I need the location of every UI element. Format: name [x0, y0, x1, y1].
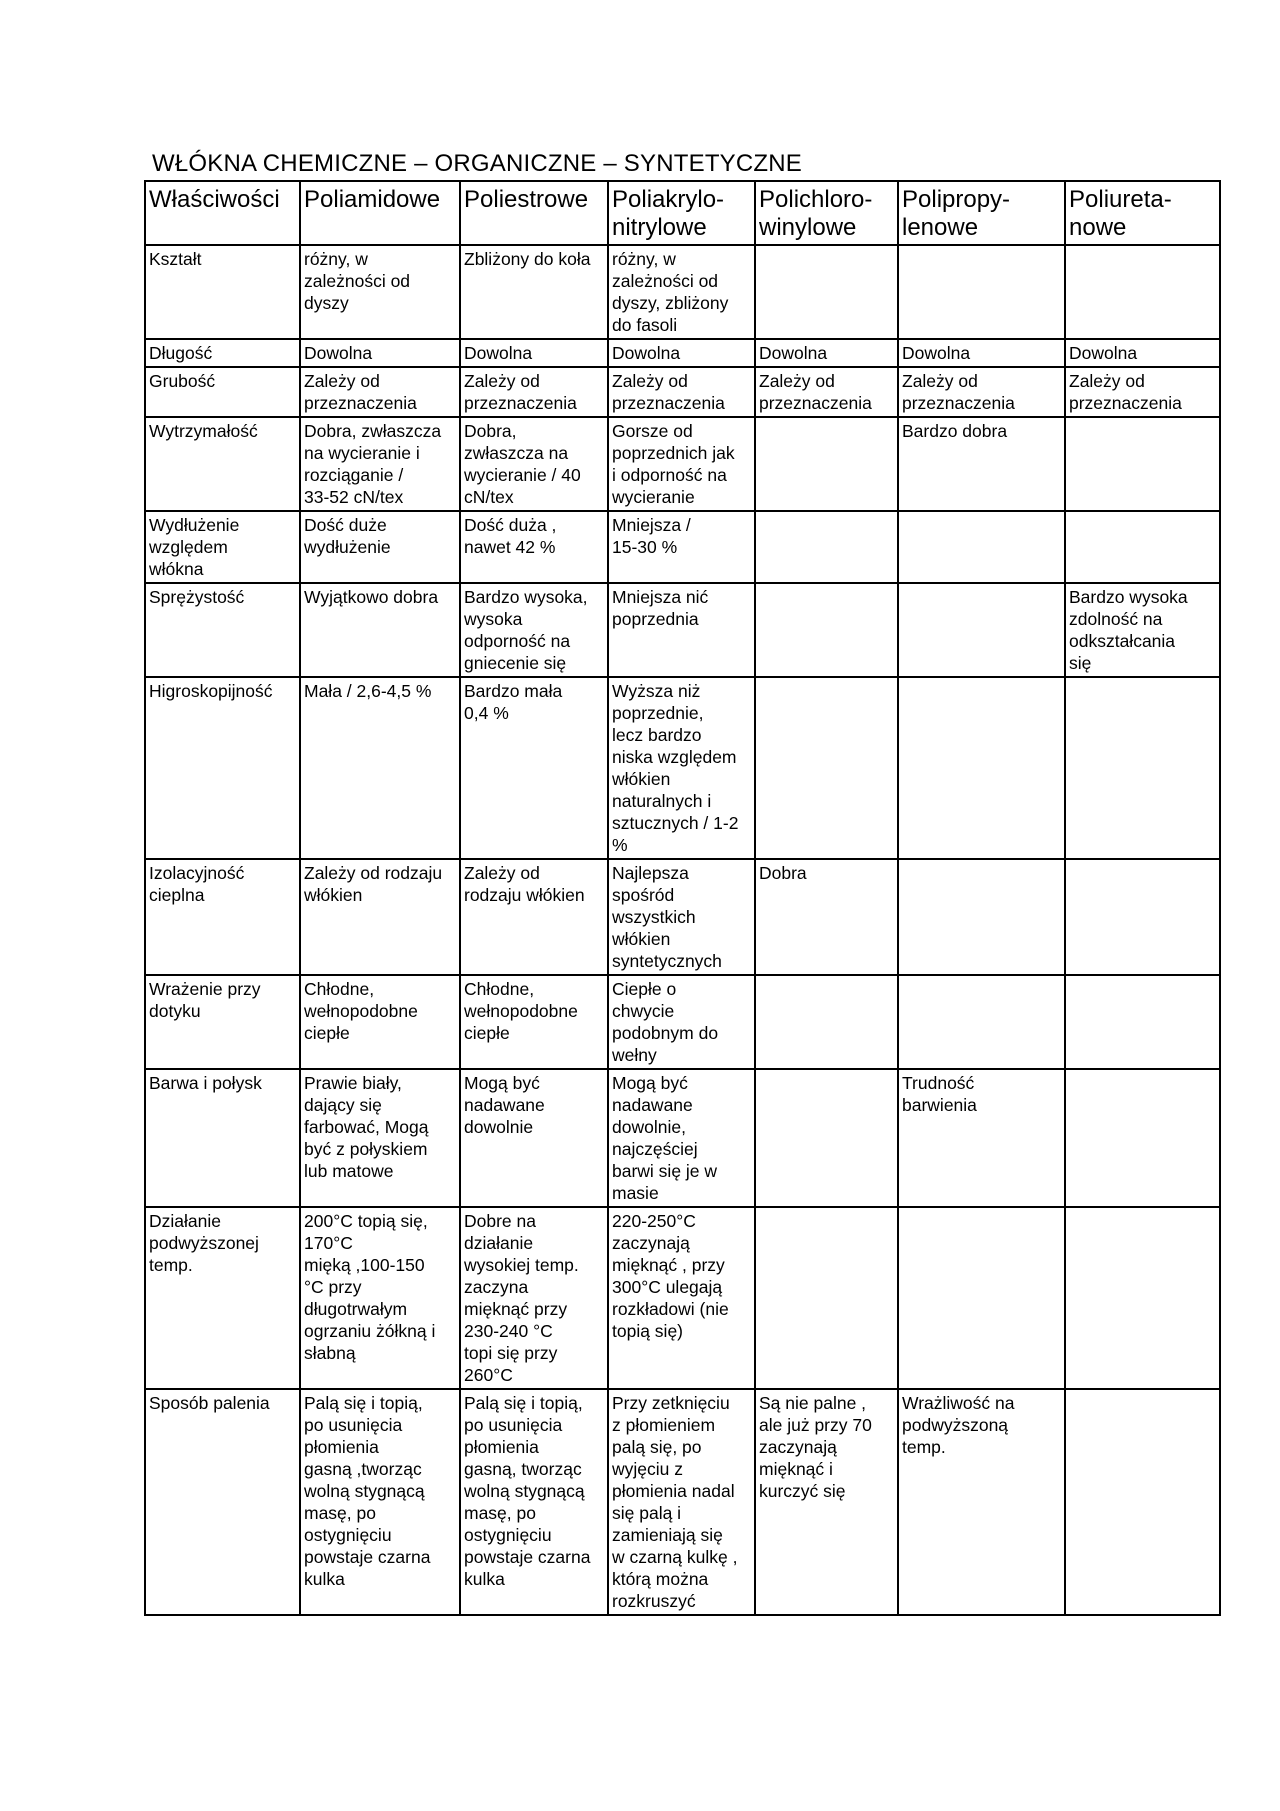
cell-text: Zbliżony do koła	[464, 249, 591, 269]
cell-text: Ciepłe o chwycie podobnym do wełny	[612, 979, 719, 1065]
table-cell-polypropylene	[898, 859, 1065, 975]
table-cell-polyurethane	[1065, 367, 1220, 417]
table-cell-polyester	[460, 859, 608, 975]
table-header-row	[145, 181, 1220, 245]
cell-text: Długość	[149, 343, 213, 363]
table-cell-polyurethane	[1065, 511, 1220, 583]
cell-text: Wyższa niż poprzednie, lecz bardzo niska względem włókien naturalnych i sztucznych / 1-2 %	[612, 681, 739, 855]
cell-text: Trudność barwienia	[902, 1073, 977, 1115]
table-cell-polyurethane	[1065, 1389, 1220, 1615]
table-cell-polyacrylonitrile	[608, 511, 755, 583]
table-cell-polyurethane	[1065, 677, 1220, 859]
cell-text: Zależy od przeznaczenia	[464, 371, 577, 413]
table-cell-polyurethane	[1065, 1207, 1220, 1389]
table-cell-property	[145, 1207, 300, 1389]
header-cell-polyvinyl-chloride: Polichloro- winylowe	[755, 181, 898, 245]
cell-text: Dowolna	[1069, 343, 1138, 363]
table-cell-polyvinyl-chloride	[755, 511, 898, 583]
cell-text: Dowolna	[464, 343, 533, 363]
cell-text: Higroskopijność	[149, 681, 273, 701]
table-cell-property	[145, 417, 300, 511]
cell-text: Chłodne, wełnopodobne ciepłe	[464, 979, 578, 1043]
document-title: WŁÓKNA CHEMICZNE – ORGANICZNE – SYNTETYCZNE	[152, 150, 803, 177]
table-cell-polypropylene	[898, 975, 1065, 1069]
table-cell-polyester	[460, 975, 608, 1069]
cell-text: Bardzo mała 0,4 %	[464, 681, 563, 723]
cell-text: Sposób palenia	[149, 1393, 270, 1413]
table-cell-polyurethane	[1065, 1069, 1220, 1207]
table-cell-polyurethane	[1065, 339, 1220, 367]
table-row	[145, 367, 1220, 417]
table-cell-polyamide	[300, 339, 460, 367]
table-cell-polyvinyl-chloride	[755, 417, 898, 511]
header-cell-polyamide: Poliamidowe	[300, 181, 460, 245]
cell-text: Dobra, zwłaszcza na wycieranie / 40 cN/tex	[464, 421, 581, 507]
table-cell-polypropylene	[898, 1069, 1065, 1207]
table-row	[145, 677, 1220, 859]
table-cell-polyester	[460, 1389, 608, 1615]
table-cell-polyurethane	[1065, 245, 1220, 339]
table-cell-polyacrylonitrile	[608, 245, 755, 339]
table-cell-polyvinyl-chloride	[755, 1069, 898, 1207]
cell-text: Dowolna	[304, 343, 373, 363]
header-cell-properties: Właściwości	[145, 181, 300, 245]
table-cell-polyurethane	[1065, 859, 1220, 975]
table-cell-polyacrylonitrile	[608, 677, 755, 859]
table-cell-property	[145, 1389, 300, 1615]
table-cell-polyacrylonitrile	[608, 417, 755, 511]
table-cell-polyurethane	[1065, 583, 1220, 677]
cell-text: Dowolna	[612, 343, 681, 363]
table-cell-polyurethane	[1065, 417, 1220, 511]
table-cell-property	[145, 339, 300, 367]
cell-text: Mogą być nadawane dowolnie, najczęściej barwi się je w masie	[612, 1073, 718, 1203]
table-cell-polyacrylonitrile	[608, 583, 755, 677]
cell-text: Bardzo dobra	[902, 421, 1008, 441]
cell-text: Przy zetknięciu z płomieniem palą się, po wyjęciu z płomienia nadal się palą i zamieniają się w czarną kulkę , którą można rozkruszyć	[612, 1393, 738, 1611]
cell-text: Sprężystość	[149, 587, 245, 607]
table-cell-polyvinyl-chloride	[755, 1207, 898, 1389]
cell-text: Dowolna	[759, 343, 828, 363]
table-cell-polyacrylonitrile	[608, 859, 755, 975]
header-cell-polyacrylonitrile: Poliakrylo- nitrylowe	[608, 181, 755, 245]
table-cell-polyester	[460, 417, 608, 511]
table-cell-polyester	[460, 677, 608, 859]
table-cell-polypropylene	[898, 339, 1065, 367]
table-row	[145, 511, 1220, 583]
header-cell-polypropylene: Polipropy- lenowe	[898, 181, 1065, 245]
cell-text: Izolacyjność cieplna	[149, 863, 245, 905]
cell-text: Wrażliwość na podwyższoną temp.	[902, 1393, 1015, 1457]
table-row	[145, 859, 1220, 975]
cell-text: Grubość	[149, 371, 216, 391]
table-cell-polyamide	[300, 1207, 460, 1389]
table-cell-polypropylene	[898, 1207, 1065, 1389]
cell-text: Mniejsza nić poprzednia	[612, 587, 709, 629]
table-cell-polypropylene	[898, 583, 1065, 677]
table-cell-polyester	[460, 1207, 608, 1389]
table-cell-polypropylene	[898, 511, 1065, 583]
table-cell-polyacrylonitrile	[608, 1207, 755, 1389]
table-cell-polyacrylonitrile	[608, 339, 755, 367]
cell-text: Zależy od rodzaju włókien	[464, 863, 585, 905]
cell-text: Bardzo wysoka, wysoka odporność na gniecenie się	[464, 587, 588, 673]
table-cell-polyamide	[300, 245, 460, 339]
table-cell-property	[145, 859, 300, 975]
table-cell-property	[145, 583, 300, 677]
table-row	[145, 975, 1220, 1069]
table-cell-polyvinyl-chloride	[755, 339, 898, 367]
table-cell-polyurethane	[1065, 975, 1220, 1069]
table-row	[145, 339, 1220, 367]
cell-text: różny, w zależności od dyszy	[304, 249, 411, 313]
table-cell-polyacrylonitrile	[608, 1389, 755, 1615]
cell-text: Zależy od przeznaczenia	[902, 371, 1015, 413]
cell-text: Wydłużenie względem włókna	[149, 515, 240, 579]
table-cell-polyamide	[300, 511, 460, 583]
cell-text: Wytrzymałość	[149, 421, 258, 441]
table-cell-polypropylene	[898, 677, 1065, 859]
table-cell-polyester	[460, 583, 608, 677]
table-cell-polyvinyl-chloride	[755, 1389, 898, 1615]
cell-text: Dość duża , nawet 42 %	[464, 515, 557, 557]
fibers-properties-table	[144, 180, 1221, 1616]
table-cell-polypropylene	[898, 367, 1065, 417]
cell-text: Bardzo wysoka zdolność na odkształcania się	[1069, 587, 1188, 673]
table-body	[145, 245, 1220, 1615]
table-cell-polyester	[460, 367, 608, 417]
table-cell-polyacrylonitrile	[608, 975, 755, 1069]
table-cell-polyester	[460, 1069, 608, 1207]
table-row	[145, 1389, 1220, 1615]
table-cell-polyamide	[300, 859, 460, 975]
cell-text: Prawie biały, dający się farbować, Mogą być z połyskiem lub matowe	[304, 1073, 429, 1181]
table-cell-property	[145, 245, 300, 339]
table-cell-polyvinyl-chloride	[755, 367, 898, 417]
cell-text: Zależy od przeznaczenia	[612, 371, 725, 413]
table-cell-polyamide	[300, 975, 460, 1069]
table-cell-polyvinyl-chloride	[755, 859, 898, 975]
cell-text: Dowolna	[902, 343, 971, 363]
cell-text: Dość duże wydłużenie	[304, 515, 391, 557]
header-cell-polyurethane: Poliureta- nowe	[1065, 181, 1220, 245]
cell-text: Zależy od rodzaju włókien	[304, 863, 443, 905]
cell-text: Chłodne, wełnopodobne ciepłe	[304, 979, 418, 1043]
table-cell-polyester	[460, 339, 608, 367]
table-cell-polypropylene	[898, 417, 1065, 511]
table-cell-polyester	[460, 245, 608, 339]
table-cell-polyamide	[300, 417, 460, 511]
cell-text: różny, w zależności od dyszy, zbliżony do fasoli	[612, 249, 729, 335]
cell-text: Zależy od przeznaczenia	[1069, 371, 1182, 413]
table-cell-polyvinyl-chloride	[755, 245, 898, 339]
cell-text: Działanie podwyższonej temp.	[149, 1211, 259, 1275]
table-row	[145, 1207, 1220, 1389]
table-cell-property	[145, 1069, 300, 1207]
cell-text: 200°C topią się, 170°C mięką ,100-150 °C przy długotrwałym ogrzaniu żółkną i słabną	[304, 1211, 436, 1363]
cell-text: Zależy od przeznaczenia	[304, 371, 417, 413]
cell-text: Mała / 2,6-4,5 %	[304, 681, 432, 701]
header-cell-polyester: Poliestrowe	[460, 181, 608, 245]
cell-text: Kształt	[149, 249, 202, 269]
table-cell-polyvinyl-chloride	[755, 583, 898, 677]
table-cell-polyamide	[300, 677, 460, 859]
table-cell-polyvinyl-chloride	[755, 677, 898, 859]
cell-text: Wyjątkowo dobra	[304, 587, 439, 607]
cell-text: Mniejsza / 15-30 %	[612, 515, 691, 557]
table-row	[145, 1069, 1220, 1207]
table-cell-polyamide	[300, 367, 460, 417]
cell-text: Zależy od przeznaczenia	[759, 371, 872, 413]
cell-text: Dobre na działanie wysokiej temp. zaczyna mięknąć przy 230-240 °C topi się przy 260°C	[464, 1211, 579, 1385]
table-cell-polyamide	[300, 583, 460, 677]
cell-text: Dobra	[759, 863, 807, 883]
cell-text: Palą się i topią, po usunięcia płomienia gasną ,tworząc wolną stygnącą masę, po ostygnięciu powstaje czarna kulka	[304, 1393, 431, 1589]
table-row	[145, 417, 1220, 511]
table-cell-property	[145, 975, 300, 1069]
table-cell-property	[145, 677, 300, 859]
cell-text: Barwa i połysk	[149, 1073, 262, 1093]
table-cell-polypropylene	[898, 1389, 1065, 1615]
cell-text: Mogą być nadawane dowolnie	[464, 1073, 545, 1137]
table-cell-polyamide	[300, 1069, 460, 1207]
table-row	[145, 245, 1220, 339]
cell-text: Gorsze od poprzednich jak i odporność na wycieranie	[612, 421, 735, 507]
table-cell-polyacrylonitrile	[608, 1069, 755, 1207]
table-cell-polypropylene	[898, 245, 1065, 339]
table-cell-property	[145, 367, 300, 417]
table-cell-property	[145, 511, 300, 583]
cell-text: Najlepsza spośród wszystkich włókien syntetycznych	[612, 863, 722, 971]
cell-text: Dobra, zwłaszcza na wycieranie i rozciąganie / 33-52 cN/tex	[304, 421, 442, 507]
cell-text: Są nie palne , ale już przy 70 zaczynają mięknąć i kurczyć się	[759, 1393, 872, 1501]
cell-text: 220-250°C zaczynają mięknąć , przy 300°C ulegają rozkładowi (nie topią się)	[612, 1211, 729, 1341]
table-cell-polyester	[460, 511, 608, 583]
table-cell-polyamide	[300, 1389, 460, 1615]
cell-text: Wrażenie przy dotyku	[149, 979, 261, 1021]
table-cell-polyacrylonitrile	[608, 367, 755, 417]
cell-text: Palą się i topią, po usunięcia płomienia gasną, tworząc wolną stygnącą masę, po ostygnięciu powstaje czarna kulka	[464, 1393, 591, 1589]
table-row	[145, 583, 1220, 677]
table-cell-polyvinyl-chloride	[755, 975, 898, 1069]
